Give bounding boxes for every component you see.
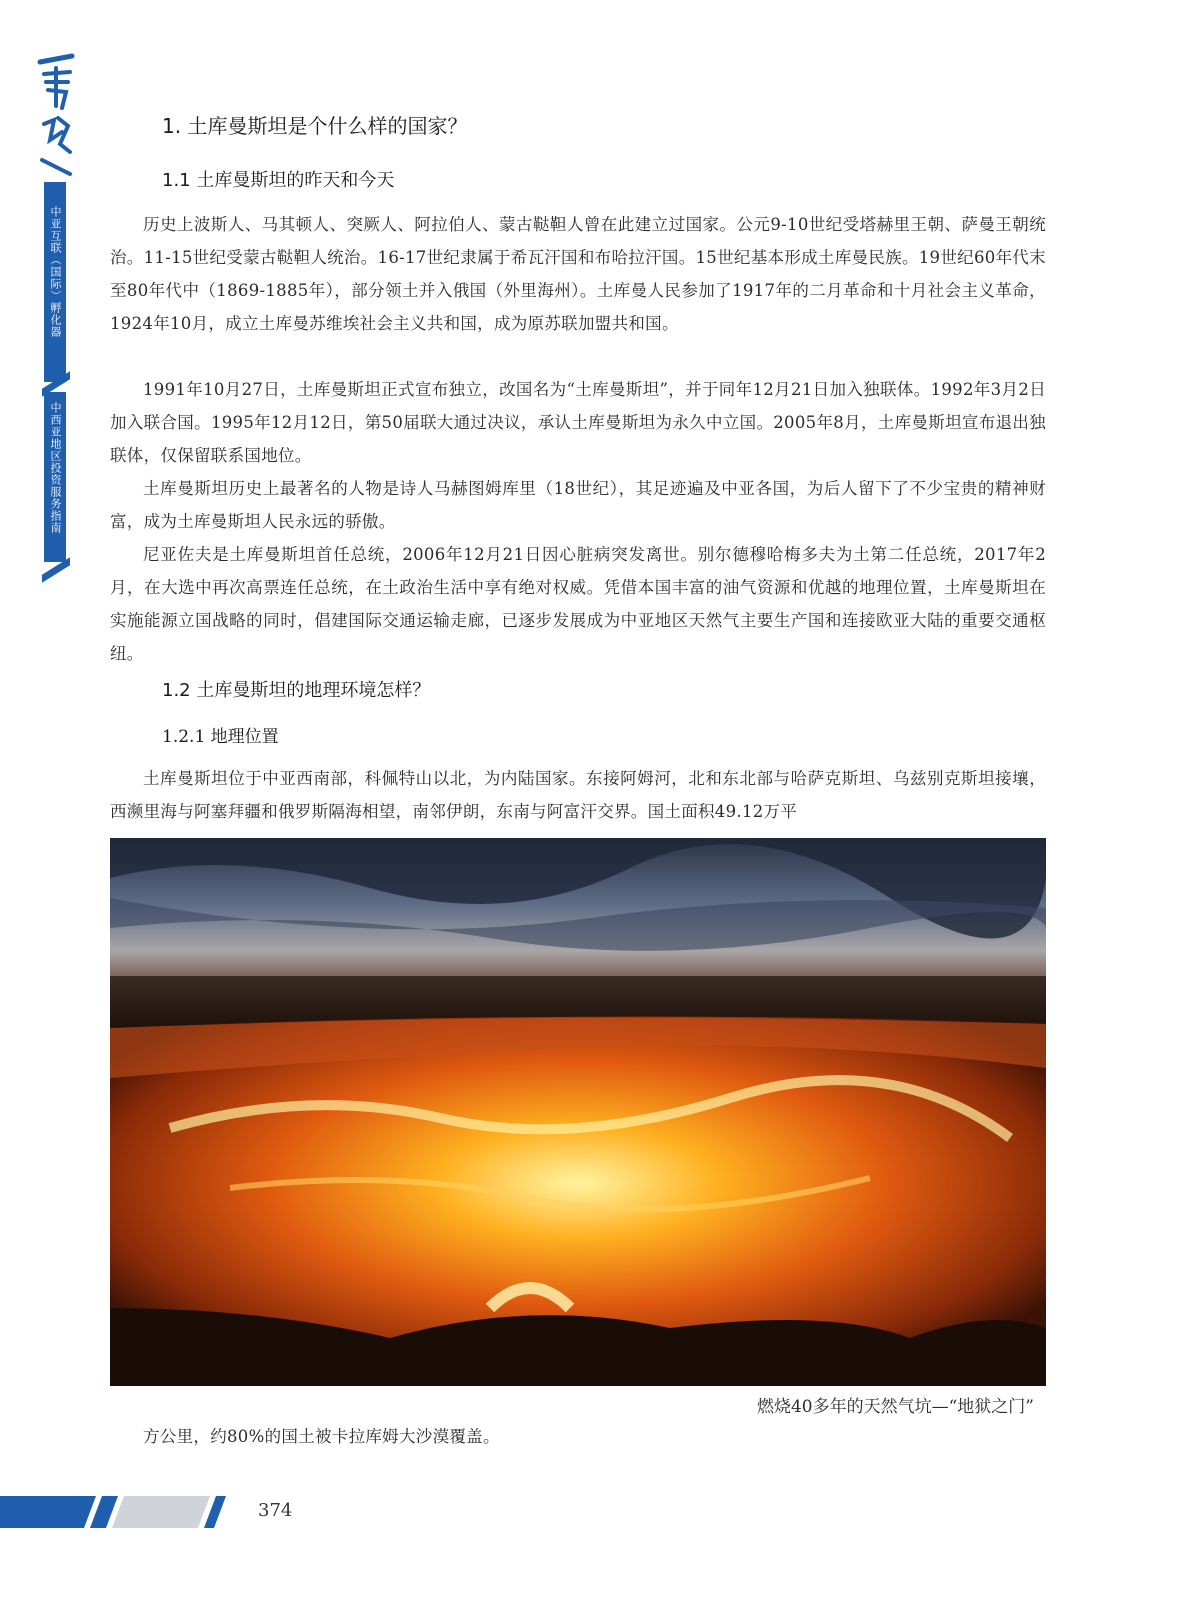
paragraph-independence: 1991年10月27日，土库曼斯坦正式宣布独立，改国名为“土库曼斯坦”，并于同年12月21日加入独联体。1992年3月2日加入联合国。1995年12月12日，第50届联大通过决议，承认土库曼斯坦为永久中立国。2005年8月，土库曼斯坦宣布退出独联体，仅保留联系国地位。 <box>110 380 1046 465</box>
footer-stripes <box>0 1492 240 1532</box>
paragraph-geography-continued: 方公里，约80%的国土被卡拉库姆大沙漠覆盖。 <box>143 1427 500 1446</box>
section-heading-1: 1. 土库曼斯坦是个什么样的国家？ <box>162 114 468 138</box>
gas-crater-photo <box>110 838 1046 1386</box>
paragraph-presidents: 尼亚佐夫是土库曼斯坦首任总统，2006年12月21日因心脏病突发离世。别尔德穆哈梅多夫为土第二任总统，2017年2月，在大选中再次高票连任总统，在土政治生活中享有绝对权威。凭借本国丰富的油气资源和优越的地理位置，土库曼斯坦在实施能源立国战略的同时，倡建国际交通运输走廊，已逐步发展成为中亚地区天然气主要生产国和连接欧亚大陆的重要交通枢纽。 <box>110 545 1046 663</box>
sidebar-brand <box>0 0 80 620</box>
page-number: 374 <box>258 1500 293 1521</box>
belt-road-logo-icon <box>36 48 76 188</box>
sidebar-vertical-title-2: 中西亚地区投资服务指南 <box>49 402 62 534</box>
section-heading-1-2: 1.2 土库曼斯坦的地理环境怎样？ <box>162 680 431 701</box>
photo-caption: 燃烧40多年的天然气坑—“地狱之门” <box>756 1397 1034 1417</box>
sidebar-vertical-title-1: 中亚互联（国际）孵化器 <box>49 206 62 338</box>
gas-crater-illustration <box>110 838 1046 1386</box>
paragraph-history: 历史上波斯人、马其顿人、突厥人、阿拉伯人、蒙古鞑靼人曾在此建立过国家。公元9-10世纪受塔赫里王朝、萨曼王朝统治。11-15世纪受蒙古鞑靼人统治。16-17世纪隶属于希瓦汗国和布哈拉汗国。15世纪基本形成土库曼民族。19世纪60年代末至80年代中（1869-1885年），部分领土并入俄国（外里海州）。土库曼人民参加了1917年的二月革命和十月社会主义革命，1924年10月，成立土库曼苏维埃社会主义共和国，成为原苏联加盟共和国。 <box>110 215 1046 333</box>
paragraph-poet: 土库曼斯坦历史上最著名的人物是诗人马赫图姆库里（18世纪），其足迹遍及中亚各国，为后人留下了不少宝贵的精神财富，成为土库曼斯坦人民永远的骄傲。 <box>110 479 1046 531</box>
section-heading-1-2-1: 1.2.1 地理位置 <box>162 727 279 747</box>
section-heading-1-1: 1.1 土库曼斯坦的昨天和今天 <box>162 170 395 191</box>
paragraph-geography: 土库曼斯坦位于中亚西南部，科佩特山以北，为内陆国家。东接阿姆河，北和东北部与哈萨克斯坦、乌兹别克斯坦接壤，西濒里海与阿塞拜疆和俄罗斯隔海相望，南邻伊朗，东南与阿富汗交界。国土面积49.12万平 <box>110 769 1046 821</box>
